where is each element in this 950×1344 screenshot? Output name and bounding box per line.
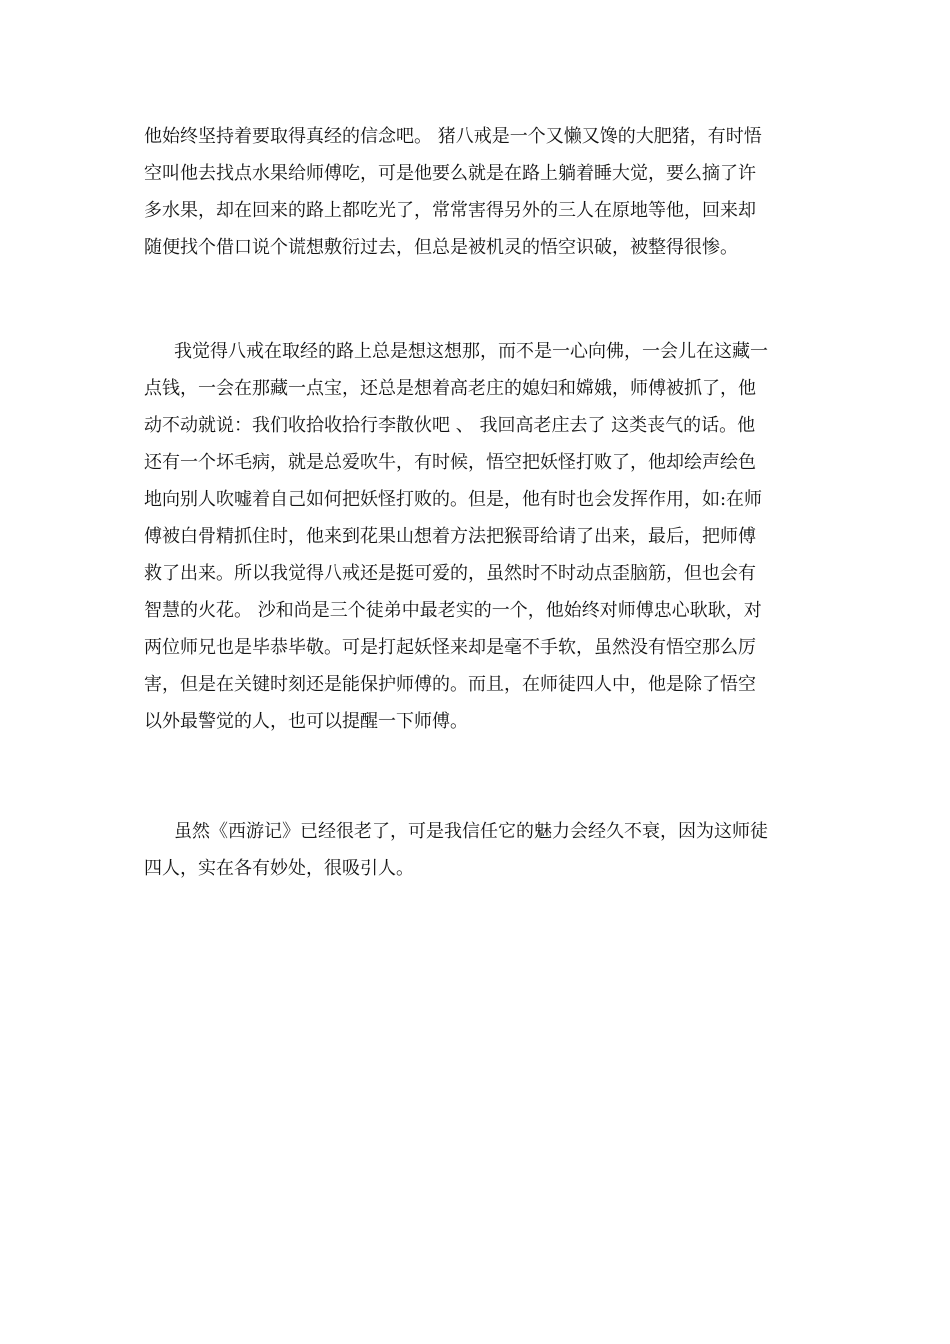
text-line: 四人，实在各有妙处，很吸引人。 xyxy=(144,858,414,879)
text-line: 还有一个坏毛病，就是总爱吹牛，有时候，悟空把妖怪打败了，他却绘声绘色 xyxy=(144,452,756,473)
text-line: 救了出来。所以我觉得八戒还是挺可爱的，虽然时不时动点歪脑筋，但也会有 xyxy=(144,563,756,584)
text-line: 两位师兄也是毕恭毕敬。可是打起妖怪来却是毫不手软，虽然没有悟空那么厉 xyxy=(144,637,756,658)
text-line: 傅被白骨精抓住时，他来到花果山想着方法把猴哥给请了出来，最后，把师傅 xyxy=(144,526,756,547)
text-line: 随便找个借口说个谎想敷衍过去，但总是被机灵的悟空识破，被整得很惨。 xyxy=(144,237,738,258)
paragraph-3 xyxy=(144,813,808,887)
text-line: 他始终坚持着要取得真经的信念吧。 猪八戒是一个又懒又馋的大肥猪，有时悟 xyxy=(144,126,762,147)
text-line: 动不动就说：我们收拾收拾行李散伙吧 、 我回高老庄去了 这类丧气的话。他 xyxy=(144,415,756,436)
text-line: 智慧的火花。 沙和尚是三个徒弟中最老实的一个，他始终对师傅忠心耿耿，对 xyxy=(144,600,762,621)
text-line: 多水果，却在回来的路上都吃光了，常常害得另外的三人在原地等他，回来却 xyxy=(144,200,756,221)
paragraph-1 xyxy=(144,118,808,266)
text-line: 地向别人吹嘘着自己如何把妖怪打败的。但是，他有时也会发挥作用，如:在师 xyxy=(144,489,763,510)
text-line: 以外最警觉的人，也可以提醒一下师傅。 xyxy=(144,711,468,732)
text-line: 点钱，一会在那藏一点宝，还总是想着高老庄的媳妇和嫦娥，师傅被抓了，他 xyxy=(144,378,756,399)
text-line: 我觉得八戒在取经的路上总是想这想那，而不是一心向佛，一会儿在这藏一 xyxy=(174,341,768,362)
paragraph-2 xyxy=(144,333,808,740)
text-line: 虽然《西游记》已经很老了，可是我信任它的魅力会经久不衰，因为这师徒 xyxy=(174,821,768,842)
text-line: 空叫他去找点水果给师傅吃，可是他要么就是在路上躺着睡大觉，要么摘了许 xyxy=(144,163,756,184)
text-line: 害，但是在关键时刻还是能保护师傅的。而且，在师徒四人中，他是除了悟空 xyxy=(144,674,756,695)
